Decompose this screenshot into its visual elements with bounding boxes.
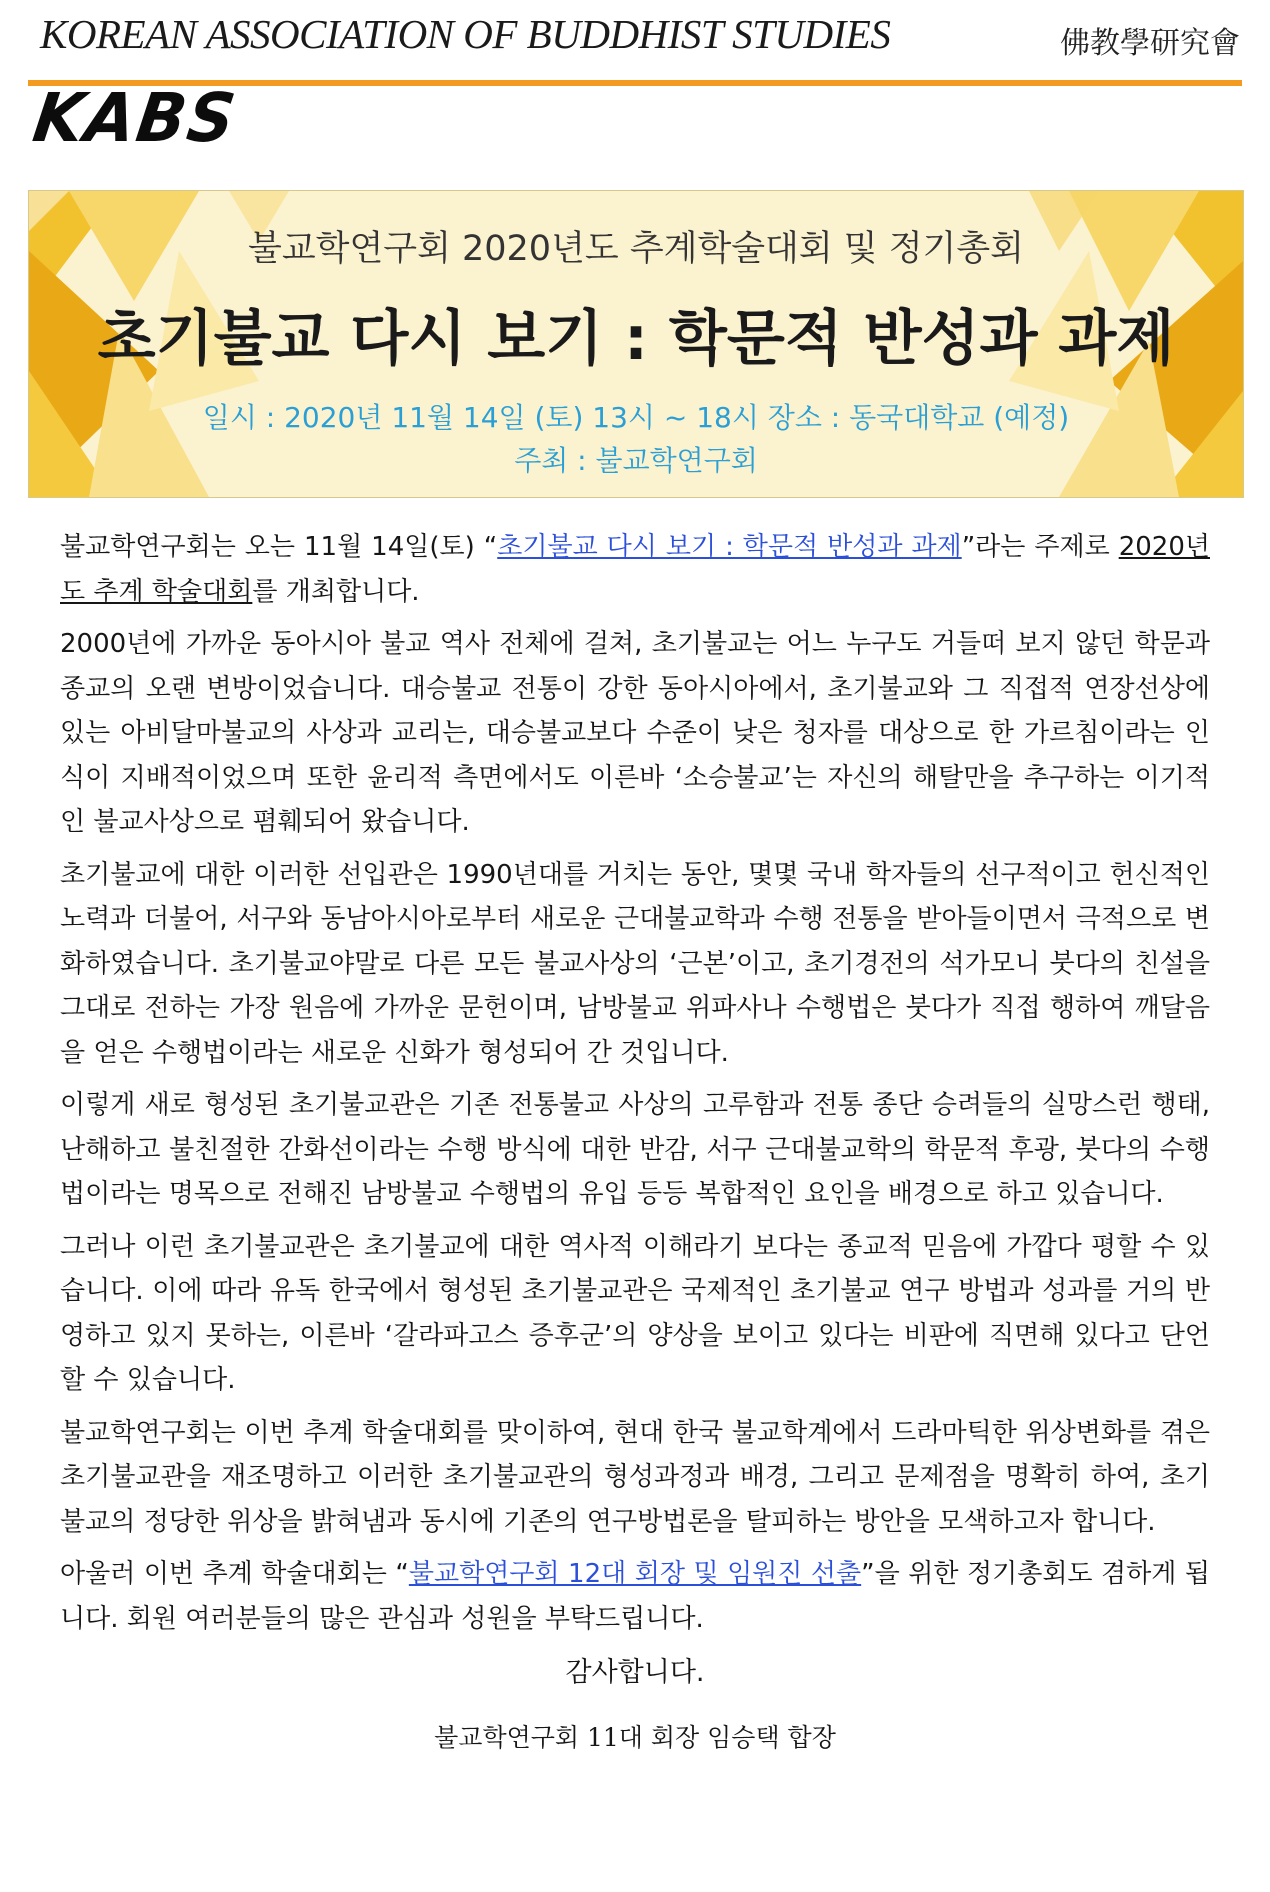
paragraph-4: 이렇게 새로 형성된 초기불교관은 기존 전통불교 사상의 고루함과 전통 종단 승려들의 실망스런 행태, 난해하고 불친절한 간화선이라는 수행 방식에 대한 반감, 서구 근대불교학의 학문적 후광, 붓다의 수행법이라는 명목으로 전해진 남방불교 수행법의 유입 등등 복합적인 요인을 배경으로 하고 있습니다. <box>60 1090 1210 1209</box>
election-link[interactable]: 불교학연구회 12대 회장 및 임원진 선출 <box>408 1559 862 1589</box>
paragraph-6: 불교학연구회는 이번 추계 학술대회를 맞이하여, 현대 한국 불교학계에서 드라마틱한 위상변화를 겪은 초기불교관을 재조명하고 이러한 초기불교관의 형성과정과 배경, 그리고 문제점을 명확히 하여, 초기불교의 정당한 위상을 밝혀냄과 동시에 기존의 연구방법론을 탈피하는 방안을 모색하고자 합니다. <box>60 1417 1210 1537</box>
intro-text: 불교학연구회는 오는 11월 14일(토) “ <box>60 532 498 562</box>
paragraph-3: 초기불교에 대한 이러한 선입관은 1990년대를 거치는 동안, 몇몇 국내 학자들의 선구적이고 헌신적인 노력과 더불어, 서구와 동남아시아로부터 새로운 근대불교학과 수행 전통을 받아들이면서 극적으로 변화하였습니다. 초기불교야말로 다른 모든 불교사상의 ‘근본’이고, 초기경전의 석가모니 붓다의 친설을 그대로 전하는 가장 원음에 가까운 문헌이며, 남방불교 위파사나 수행법은 붓다가 직접 행하여 깨달음을 얻은 수행법이라는 새로운 신화가 형성되어 간 것입니다. <box>60 859 1210 1068</box>
intro-text-3: 를 개최합니다. <box>252 576 420 607</box>
org-english-name: KOREAN ASSOCIATION OF BUDDHIST STUDIES <box>40 11 891 57</box>
conference-name: 2020년도 추계 학술대회 <box>60 532 1210 607</box>
masthead <box>0 0 1270 82</box>
banner-title: 초기불교 다시 보기 : 학문적 반성과 과제 <box>97 304 1175 374</box>
org-chinese-name: 佛教學研究會 <box>1060 26 1240 61</box>
banner-event-info: 일시 : 2020년 11월 14일 (토) 13시 ~ 18시 장소 : 동국대학교 (예정) <box>202 401 1070 434</box>
theme-link[interactable]: 초기불교 다시 보기 : 학문적 반성과 과제 <box>497 532 962 562</box>
paragraph-5: 그러나 이런 초기불교관은 초기불교에 대한 역사적 이해라기 보다는 종교적 믿음에 가깝다 평할 수 있습니다. 이에 따라 유독 한국에서 형성된 초기불교관은 국제적인 초기불교 연구 방법과 성과를 거의 반영하고 있지 못하는, 이른바 ‘갈라파고스 증후군’의 양상을 보이고 있다는 비판에 직면해 있다고 단언할 수 있습니다. <box>60 1231 1210 1395</box>
closing-text-2: ”을 위한 정기총회도 겸하게 됩니다. 회원 여러분들의 많은 관심과 성원을 부탁드립니다. <box>60 1559 1211 1634</box>
paragraph-2: 2000년에 가까운 동아시아 불교 역사 전체에 걸쳐, 초기불교는 어느 누구도 거들떠 보지 않던 학문과 종교의 오랜 변방이었습니다. 대승불교 전통이 강한 동아시아에서, 초기불교와 그 직접적 연장선상에 있는 아비달마불교의 사상과 교리는, 대승불교보다 수준이 낮은 청자를 대상으로 한 가르침이라는 인식이 지배적이었으며 또한 윤리적 측면에서도 이른바 ‘소승불교’는 자신의 해탈만을 추구하는 이기적인 불교사상으로 폄훼되어 왔습니다. <box>60 629 1210 837</box>
banner-subtitle: 불교학연구회 2020년도 추계학술대회 및 정기총회 <box>248 229 1024 269</box>
banner-host: 주최 : 불교학연구회 <box>514 444 758 477</box>
kabs-logo: KABS <box>28 80 242 158</box>
closing-text: 아울러 이번 추계 학술대회는 “ <box>60 1559 409 1589</box>
thanks-line: 감사합니다. <box>565 1657 705 1688</box>
paragraph-7 <box>60 1552 1210 1641</box>
intro-text-2: ”라는 주제로 <box>961 532 1119 562</box>
event-banner <box>28 190 1244 498</box>
announcement-body <box>60 525 1210 1768</box>
signature-line: 불교학연구회 11대 회장 임승택 합장 <box>434 1722 836 1752</box>
paragraph-intro <box>60 525 1210 614</box>
